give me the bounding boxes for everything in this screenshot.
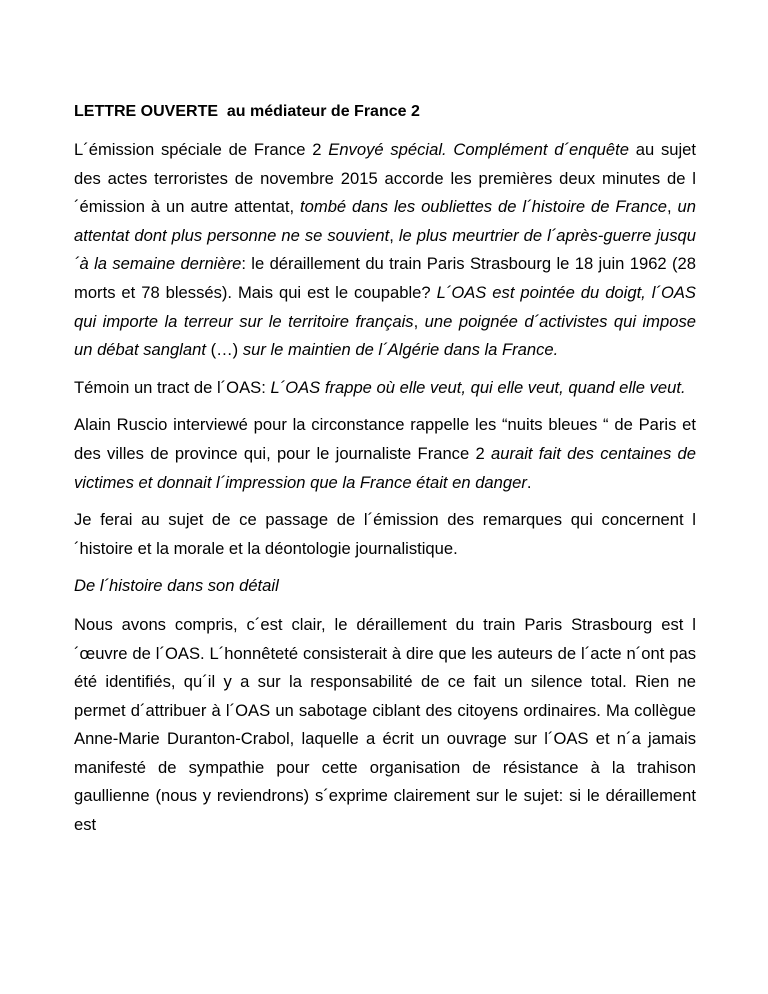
paragraph-intro	[74, 136, 696, 365]
text-run: ,	[389, 225, 399, 245]
emphasis-program-title: Envoyé spécial. Complément d´enquête	[328, 140, 629, 159]
text-run: au sujet des actes terroristes de novembre 2015 accorde les premières deux minutes de l´émission à un autre attentat,	[74, 140, 697, 217]
emphasis-quote: L´OAS est pointée du doigt, l´OAS qui importe la terreur sur le territoire français	[74, 282, 696, 331]
paragraph-remarks: Je ferai au sujet de ce passage de l´émission des remarques qui concernent l´histoire et la morale et la déontologie journalistique.	[74, 510, 696, 558]
letter-title: LETTRE OUVERTE au médiateur de France 2	[74, 103, 420, 120]
section-heading	[74, 572, 696, 601]
text-run: : le déraillement du train Paris Strasbourg le 18 juin 1962 (28 morts et 78 blessés). Mais qui est le coupable?	[74, 254, 696, 302]
text-run: (…)	[205, 340, 243, 360]
section-heading-text: De l´histoire dans son détail	[74, 576, 279, 596]
emphasis-quote: une poignée d´activistes qui impose un débat sanglant	[74, 311, 696, 360]
emphasis-quote: tombé dans les oubliettes de l´histoire de France	[300, 197, 668, 217]
emphasis-quote: aurait fait des centaines de victimes et donnait l´impression que la France était en danger	[74, 443, 696, 492]
emphasis-quote: sur le maintien de l´Algérie dans la France.	[242, 340, 559, 360]
text-run: ,	[667, 197, 678, 217]
emphasis-quote: le plus meurtrier de l´après-guerre jusqu´à la semaine dernière	[74, 225, 696, 274]
paragraph-ruscio	[74, 411, 696, 497]
emphasis-quote: un attentat dont plus personne ne se souvient	[74, 197, 697, 245]
emphasis-quote: L´OAS frappe où elle veut, qui elle veut, quand elle veut.	[270, 377, 686, 397]
paragraph-tract	[74, 374, 696, 403]
text-run: .	[526, 472, 532, 492]
text-run: L´émission spéciale de France 2	[74, 140, 329, 159]
text-run: ,	[413, 311, 425, 331]
text-run: Témoin un tract de l´OAS:	[74, 377, 271, 397]
text-run: Alain Ruscio interviewé pour la circonstance rappelle les “nuits bleues “ de Paris et des villes de province qui, pour le journaliste France 2	[74, 415, 696, 463]
document-body	[74, 97, 696, 849]
paragraph-history: Nous avons compris, c´est clair, le déraillement du train Paris Strasbourg est l´œuvre de l´OAS. L´honnêteté consisterait à dire que les auteurs de l´acte n´ont pas été identifiés, qu´il y a sur la responsabilité de ce fait un silence total. Rien ne permet d´attribuer à l´OAS un sabotage ciblant des citoyens ordinaires. Ma collègue Anne-Marie Duranton-Crabol, laquelle a écrit un ouvrage sur l´OAS et n´a jamais manifesté de sympathie pour cette organisation de résistance à la trahison gaullienne (nous y reviendrons) s´exprime clairement sur le sujet: si le déraillement est	[74, 614, 696, 835]
